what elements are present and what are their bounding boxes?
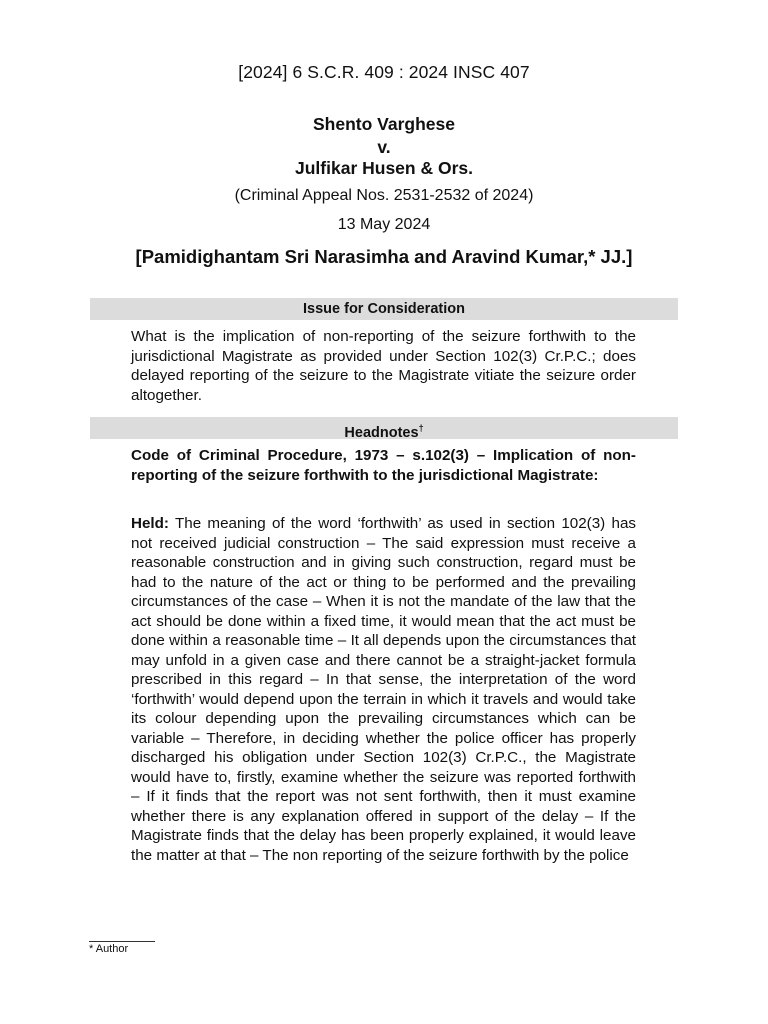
footnote-divider [89, 941, 155, 942]
issue-text: What is the implication of non-reporting of the seizure forthwith to the jurisdictional Magistrate as provided under Section 102(3) Cr.P.C.; does delayed reporting of the seizure to the Magistrate vitiate the seizure order altogether. [131, 328, 636, 404]
respondent-name: Julfikar Husen & Ors. [295, 158, 473, 178]
issue-section-header [90, 298, 678, 320]
appeal-number: (Criminal Appeal Nos. 2531-2532 of 2024) [234, 187, 534, 204]
headnotes-section-title: Headnotes [344, 424, 419, 441]
case-citation: [2024] 6 S.C.R. 409 : 2024 INSC 407 [238, 62, 530, 82]
issue-section-title: Issue for Consideration [303, 301, 465, 317]
headnotes-section-header [90, 417, 678, 439]
headnote-topic: Code of Criminal Procedure, 1973 – s.102(3) – Implication of non-reporting of the seizure forthwith to the jurisdictional Magistrate: [131, 447, 636, 484]
versus-label: v. [377, 137, 391, 157]
appellant-name: Shento Varghese [313, 114, 455, 134]
dagger-mark: † [418, 423, 424, 433]
held-paragraph [131, 514, 636, 865]
bench-judges: [Pamidighantam Sri Narasimha and Aravind Kumar,* JJ.] [135, 246, 633, 267]
judgment-date: 13 May 2024 [337, 216, 431, 233]
held-text: The meaning of the word ‘forthwith’ as used in section 102(3) has not received judicial construction – The said expression must receive a reasonable construction and in giving such construction, regard must be had to the nature of the act or thing to be performed and the prevailing circumstances of the case – When it is not the mandate of the law that the act should be done within a fixed time, it would mean that the act must be done within a reasonable time – It all depends upon the circumstances that may unfold in a given case and there cannot be a straight-jacket formula prescribed in this regard – In that sense, the interpretation of the word ‘forthwith’ would depend upon the terrain in which it travels and would take its colour depending upon the prevailing circumstances which can be variable – Therefore, in deciding whether the police officer has properly discharged his obligation under Section 102(3) Cr.P.C., the Magistrate would have to, firstly, examine whether the seizure was reported forthwith – If it finds that the report was not sent forthwith, then it must examine whether there is any explanation offered in support of the delay – If the Magistrate finds that the delay has been properly explained, it would leave the matter at that – The non reporting of the seizure forthwith by the police [131, 515, 636, 864]
footnote-author: * Author [89, 943, 129, 955]
held-label: Held: [131, 515, 169, 532]
